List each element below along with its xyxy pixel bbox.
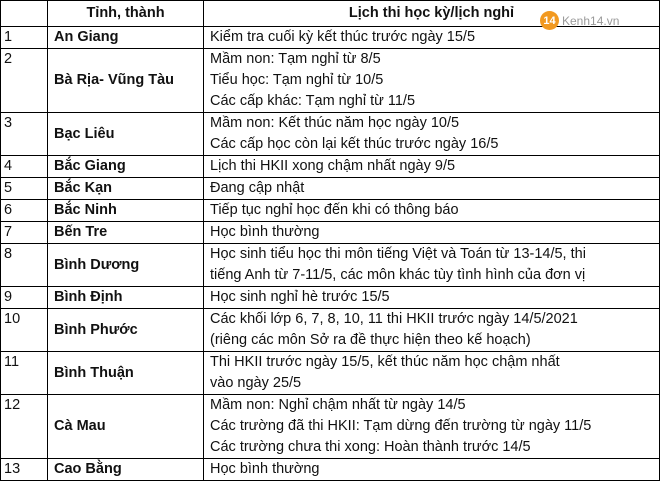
- schedule-line: Thi HKII trước ngày 15/5, kết thúc năm học chậm nhất: [210, 354, 560, 370]
- row-number: 11: [1, 352, 48, 395]
- schedule-info: [204, 459, 660, 481]
- province-name: Cà Mau: [48, 395, 204, 459]
- header-index: [1, 1, 48, 27]
- row-number: 5: [1, 178, 48, 200]
- row-number: 13: [1, 459, 48, 481]
- province-name: Bến Tre: [48, 222, 204, 244]
- schedule-info: [204, 156, 660, 178]
- schedule-info: [204, 309, 660, 352]
- row-number: 12: [1, 395, 48, 459]
- schedule-info: [204, 222, 660, 244]
- schedule-line: Mầm non: Tạm nghỉ từ 8/5: [210, 51, 381, 67]
- schedule-line: tiếng Anh từ 7-11/5, các môn khác tùy tình hình của đơn vị: [210, 267, 586, 283]
- row-number: 8: [1, 244, 48, 287]
- schedule-line: Đang cập nhật: [210, 180, 305, 196]
- province-name: Bạc Liêu: [48, 113, 204, 156]
- schedule-line: Các cấp học còn lại kết thúc trước ngày 16/5: [210, 136, 499, 152]
- row-number: 7: [1, 222, 48, 244]
- kenh14-logo-text: Kenh14.vn: [562, 13, 620, 28]
- table-row: [1, 244, 660, 287]
- schedule-line: Các trường chưa thi xong: Hoàn thành trước 14/5: [210, 439, 531, 455]
- schedule-line: Các trường đã thi HKII: Tạm dừng đến trường từ ngày 11/5: [210, 418, 592, 434]
- schedule-line: vào ngày 25/5: [210, 375, 302, 391]
- table-row: [1, 287, 660, 309]
- kenh14-logo-badge: 14: [540, 11, 559, 30]
- province-name: Bắc Giang: [48, 156, 204, 178]
- province-name: Bà Rịa- Vũng Tàu: [48, 49, 204, 113]
- table-row: [1, 156, 660, 178]
- schedule-info: [204, 287, 660, 309]
- schedule-line: Học bình thường: [210, 461, 320, 477]
- row-number: 6: [1, 200, 48, 222]
- province-name: Bình Phước: [48, 309, 204, 352]
- schedule-info: [204, 113, 660, 156]
- row-number: 2: [1, 49, 48, 113]
- header-province: Tỉnh, thành: [48, 1, 204, 27]
- table-row: [1, 459, 660, 481]
- table-row: [1, 49, 660, 113]
- province-name: Bắc Kạn: [48, 178, 204, 200]
- table-row: [1, 352, 660, 395]
- schedule-line: (riêng các môn Sở ra đề thực hiện theo kế hoạch): [210, 332, 531, 348]
- table-row: [1, 222, 660, 244]
- table-row: [1, 200, 660, 222]
- schedule-line: Kiểm tra cuối kỳ kết thúc trước ngày 15/5: [210, 29, 476, 45]
- table-row: [1, 395, 660, 459]
- province-name: Bắc Ninh: [48, 200, 204, 222]
- table-row: [1, 309, 660, 352]
- schedule-line: Tiếp tục nghỉ học đến khi có thông báo: [210, 202, 459, 218]
- schedule-info: [204, 49, 660, 113]
- schedule-line: Học bình thường: [210, 224, 320, 240]
- schedule-line: Các cấp khác: Tạm nghỉ từ 11/5: [210, 93, 416, 109]
- schedule-line: Các khối lớp 6, 7, 8, 10, 11 thi HKII trước ngày 14/5/2021: [210, 311, 578, 327]
- province-name: Bình Định: [48, 287, 204, 309]
- schedule-info: [204, 178, 660, 200]
- schedule-info: [204, 352, 660, 395]
- row-number: 4: [1, 156, 48, 178]
- schedule-info: [204, 200, 660, 222]
- province-name: An Giang: [48, 27, 204, 49]
- schedule-line: Mầm non: Nghỉ chậm nhất từ ngày 14/5: [210, 397, 466, 413]
- schedule-line: Học sinh nghỉ hè trước 15/5: [210, 289, 390, 305]
- row-number: 9: [1, 287, 48, 309]
- schedule-info: [204, 395, 660, 459]
- province-name: Bình Thuận: [48, 352, 204, 395]
- row-number: 10: [1, 309, 48, 352]
- province-name: Cao Bằng: [48, 459, 204, 481]
- kenh14-watermark: [540, 11, 619, 30]
- schedule-line: Lịch thi HKII xong chậm nhất ngày 9/5: [210, 158, 456, 174]
- table-row: [1, 178, 660, 200]
- schedule-info: [204, 244, 660, 287]
- header-schedule: Lịch thi học kỳ/lịch nghỉ: [204, 1, 660, 27]
- schedule-line: Mầm non: Kết thúc năm học ngày 10/5: [210, 115, 460, 131]
- province-name: Bình Dương: [48, 244, 204, 287]
- schedule-line: Học sinh tiểu học thi môn tiếng Việt và Toán từ 13-14/5, thi: [210, 246, 586, 262]
- schedule-line: Tiểu học: Tạm nghỉ từ 10/5: [210, 72, 384, 88]
- table-row: [1, 113, 660, 156]
- row-number: 3: [1, 113, 48, 156]
- row-number: 1: [1, 27, 48, 49]
